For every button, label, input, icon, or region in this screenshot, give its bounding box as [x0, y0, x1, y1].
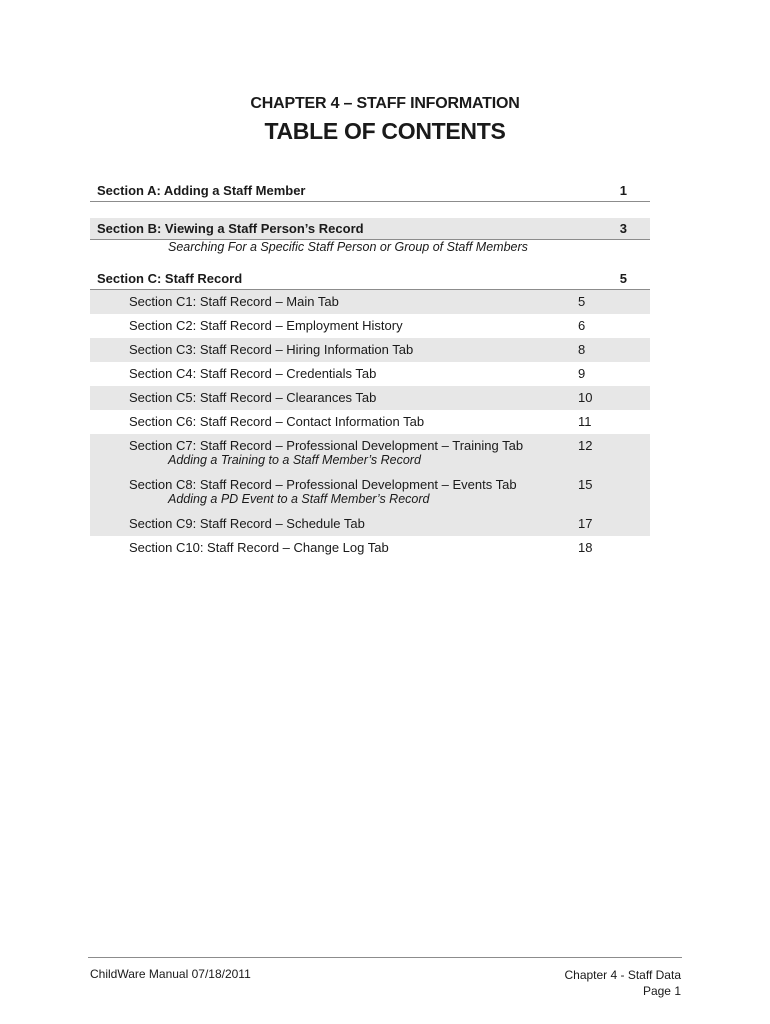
toc-subsection-c3[interactable]: [90, 338, 650, 362]
toc-subsection-label: Section C10: Staff Record – Change Log Tab: [129, 540, 389, 555]
toc-subsection-label: Section C1: Staff Record – Main Tab: [129, 294, 339, 309]
toc-page-number: 6: [578, 318, 586, 333]
footer-page-info: [564, 967, 681, 999]
toc-subsection-subtitle: Adding a PD Event to a Staff Member’s Record: [168, 492, 430, 506]
toc-subsection-label: Section C3: Staff Record – Hiring Information Tab: [129, 342, 414, 357]
toc-page-number: 12: [578, 438, 593, 453]
toc-page-number: 8: [578, 342, 586, 357]
toc-section-label: Section A: Adding a Staff Member: [97, 183, 306, 198]
toc-page-number: 17: [578, 516, 593, 531]
toc-section-subtitle: Searching For a Specific Staff Person or Group of Staff Members: [168, 240, 528, 254]
footer-page-number: Page 1: [642, 984, 681, 998]
toc-section-b[interactable]: [90, 218, 650, 240]
toc-section-label: Section C: Staff Record: [97, 271, 243, 286]
toc-subsection-label: Section C7: Staff Record – Professional Development – Training Tab: [129, 438, 524, 453]
toc-subsection-c2[interactable]: [90, 314, 650, 338]
chapter-heading: CHAPTER 4 – STAFF INFORMATION: [250, 95, 520, 112]
toc-section-c[interactable]: [90, 268, 650, 290]
toc-subsection-c4[interactable]: [90, 362, 650, 386]
footer-manual-version: ChildWare Manual 07/18/2011: [90, 967, 251, 981]
toc-subsection-label: Section C8: Staff Record – Professional Development – Events Tab: [129, 477, 517, 492]
page-title: TABLE OF CONTENTS: [264, 118, 506, 144]
toc-page-number: 15: [578, 477, 593, 492]
toc-subsection-label: Section C2: Staff Record – Employment History: [129, 318, 403, 333]
toc-page-number: 3: [619, 221, 627, 236]
toc-page-number: 5: [578, 294, 586, 309]
toc-page-number: 9: [578, 366, 586, 381]
toc-subsection-c6[interactable]: [90, 410, 650, 434]
toc-subsection-label: Section C9: Staff Record – Schedule Tab: [129, 516, 365, 531]
toc-subsection-c10[interactable]: [90, 536, 650, 560]
footer-chapter: Chapter 4 - Staff Data: [564, 968, 681, 982]
toc-section-a[interactable]: [90, 180, 650, 202]
toc-page-number: 5: [619, 271, 627, 286]
toc-section-label: Section B: Viewing a Staff Person’s Record: [97, 221, 364, 236]
table-of-contents: [90, 180, 650, 560]
footer-divider: [88, 957, 682, 958]
toc-subsection-c9[interactable]: [90, 512, 650, 536]
toc-page-number: 11: [578, 414, 592, 429]
toc-subsection-subtitle: Adding a Training to a Staff Member’s Record: [168, 453, 421, 467]
toc-subsection-c8[interactable]: [90, 473, 650, 512]
toc-page-number: 1: [619, 183, 627, 198]
toc-subsection-label: Section C4: Staff Record – Credentials Tab: [129, 366, 377, 381]
toc-page-number: 18: [578, 540, 593, 555]
toc-page-number: 10: [578, 390, 593, 405]
toc-subsection-label: Section C5: Staff Record – Clearances Tab: [129, 390, 377, 405]
toc-subsection-c5[interactable]: [90, 386, 650, 410]
toc-subsection-c1[interactable]: [90, 290, 650, 314]
toc-subsection-label: Section C6: Staff Record – Contact Information Tab: [129, 414, 425, 429]
toc-subsection-c7[interactable]: [90, 434, 650, 473]
